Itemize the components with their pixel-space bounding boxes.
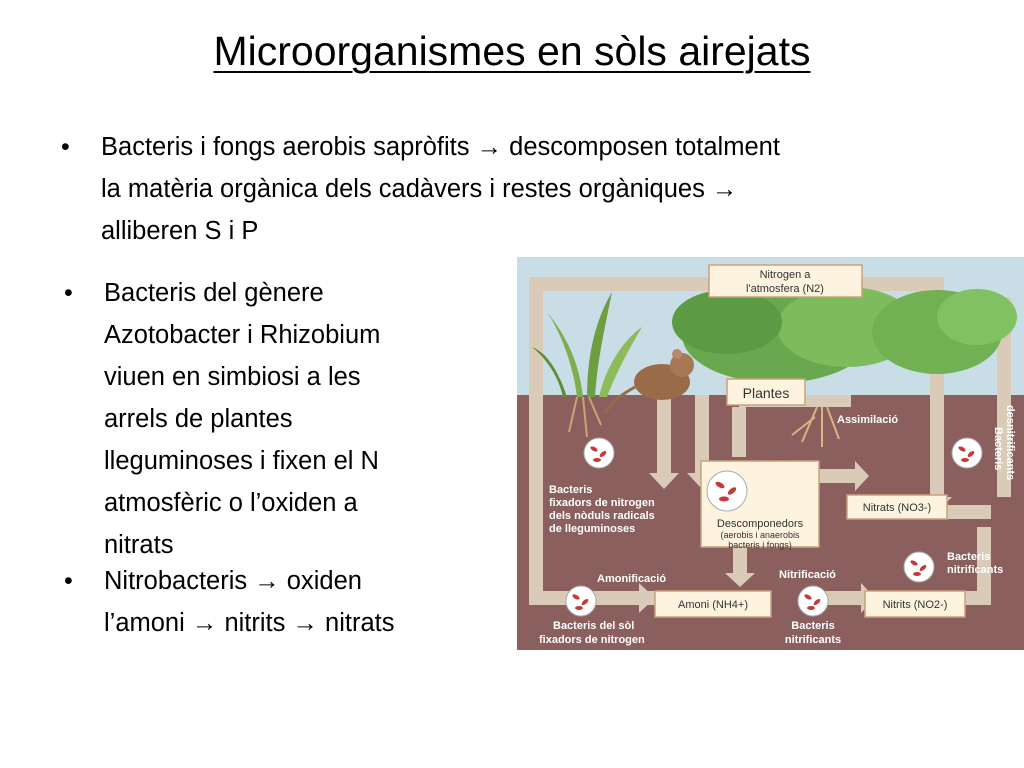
box-nitrats: [847, 495, 947, 519]
bullet-saprofits: [61, 126, 961, 252]
descomponedors-line2: (aerobis i anaerobis: [720, 530, 800, 540]
fixadors-noduls-line3: dels nòduls radicals: [549, 510, 655, 522]
desnitrificants-line2: desnitrificants: [1004, 405, 1016, 481]
bullet-line: atmosfèric o l’oxiden a: [104, 489, 358, 517]
descomponedors-line3: bacteris i fongs): [728, 540, 792, 550]
bullet-line: Bacteris del gènere: [104, 279, 324, 307]
sol-fixadors-line1: Bacteris del sòl: [553, 620, 635, 632]
nitrificants-right-line1: Bacteris: [947, 551, 991, 563]
desnitrificants-line1: Bacteris: [992, 427, 1004, 471]
fixadors-noduls-line2: fixadors de nitrogen: [549, 497, 655, 509]
box-nitrits: [865, 591, 965, 617]
sol-fixadors-line2: fixadors de nitrogen: [539, 634, 645, 646]
assimilacio-label: Assimilació: [837, 414, 899, 426]
bullet-dot: •: [64, 567, 73, 595]
bullet-line: viuen en simbiosi a les: [104, 363, 361, 391]
box-plantes: [727, 379, 805, 405]
bullet-nitrobacteris: [64, 560, 504, 644]
nitrificants-bottom-line1: Bacteris: [791, 620, 835, 632]
nitrificacio-label: Nitrificació: [779, 569, 836, 581]
microbe-icon-descomponedors: [707, 471, 747, 511]
fixadors-noduls-line1: Bacteris: [549, 484, 593, 496]
box-nitrogen-atm: [709, 265, 862, 297]
bullet-dot: •: [61, 133, 70, 161]
nitrits-label: Nitrits (NO2-): [882, 599, 948, 611]
fixadors-noduls-line4: de lleguminoses: [549, 523, 636, 535]
bullet-line: Bacteris i fongs aerobis sapròfits → descomposen totalment: [101, 133, 780, 161]
microbe-icon-nitrificacio: [798, 586, 828, 616]
bullet-line: alliberen S i P: [101, 217, 259, 245]
bullet-line: l’amoni → nitrits → nitrats: [104, 609, 395, 637]
bullet-line: Nitrobacteris → oxiden: [104, 567, 362, 595]
nitrogen-atm-line2: l'atmosfera (N2): [746, 283, 824, 295]
nitrogen-atm-line1: Nitrogen a: [759, 269, 811, 281]
plantes-label: Plantes: [742, 385, 790, 401]
amonificacio-label: Amonificació: [597, 573, 667, 585]
slide-title: Microorganismes en sòls airejats: [213, 28, 811, 74]
bullet-line: nitrats: [104, 531, 174, 559]
bullet-line: la matèria orgànica dels cadàvers i restes orgàniques →: [101, 175, 738, 203]
bullet-line: Azotobacter i Rhizobium: [104, 321, 381, 349]
amoni-label: Amoni (NH4+): [678, 599, 748, 611]
microbe-icon-desnitrificants: [952, 438, 982, 468]
bullet-azotobacter: [64, 272, 504, 566]
microbe-icon-left: [584, 438, 614, 468]
descomponedors-line1: Descomponedors: [716, 518, 804, 530]
nitrats-label: Nitrats (NO3-): [862, 502, 932, 514]
microbe-icon-nitrificants-right: [904, 552, 934, 582]
microbe-icon-amonificacio: [566, 586, 596, 616]
nitrogen-cycle-diagram: [517, 257, 1024, 650]
bullet-line: lleguminoses i fixen el N: [104, 447, 379, 475]
nitrificants-bottom-line2: nitrificants: [784, 634, 842, 646]
bullet-line: arrels de plantes: [104, 405, 293, 433]
nitrificants-right-line2: nitrificants: [947, 564, 1004, 576]
box-amoni: [655, 591, 771, 617]
bullet-dot: •: [64, 279, 73, 307]
